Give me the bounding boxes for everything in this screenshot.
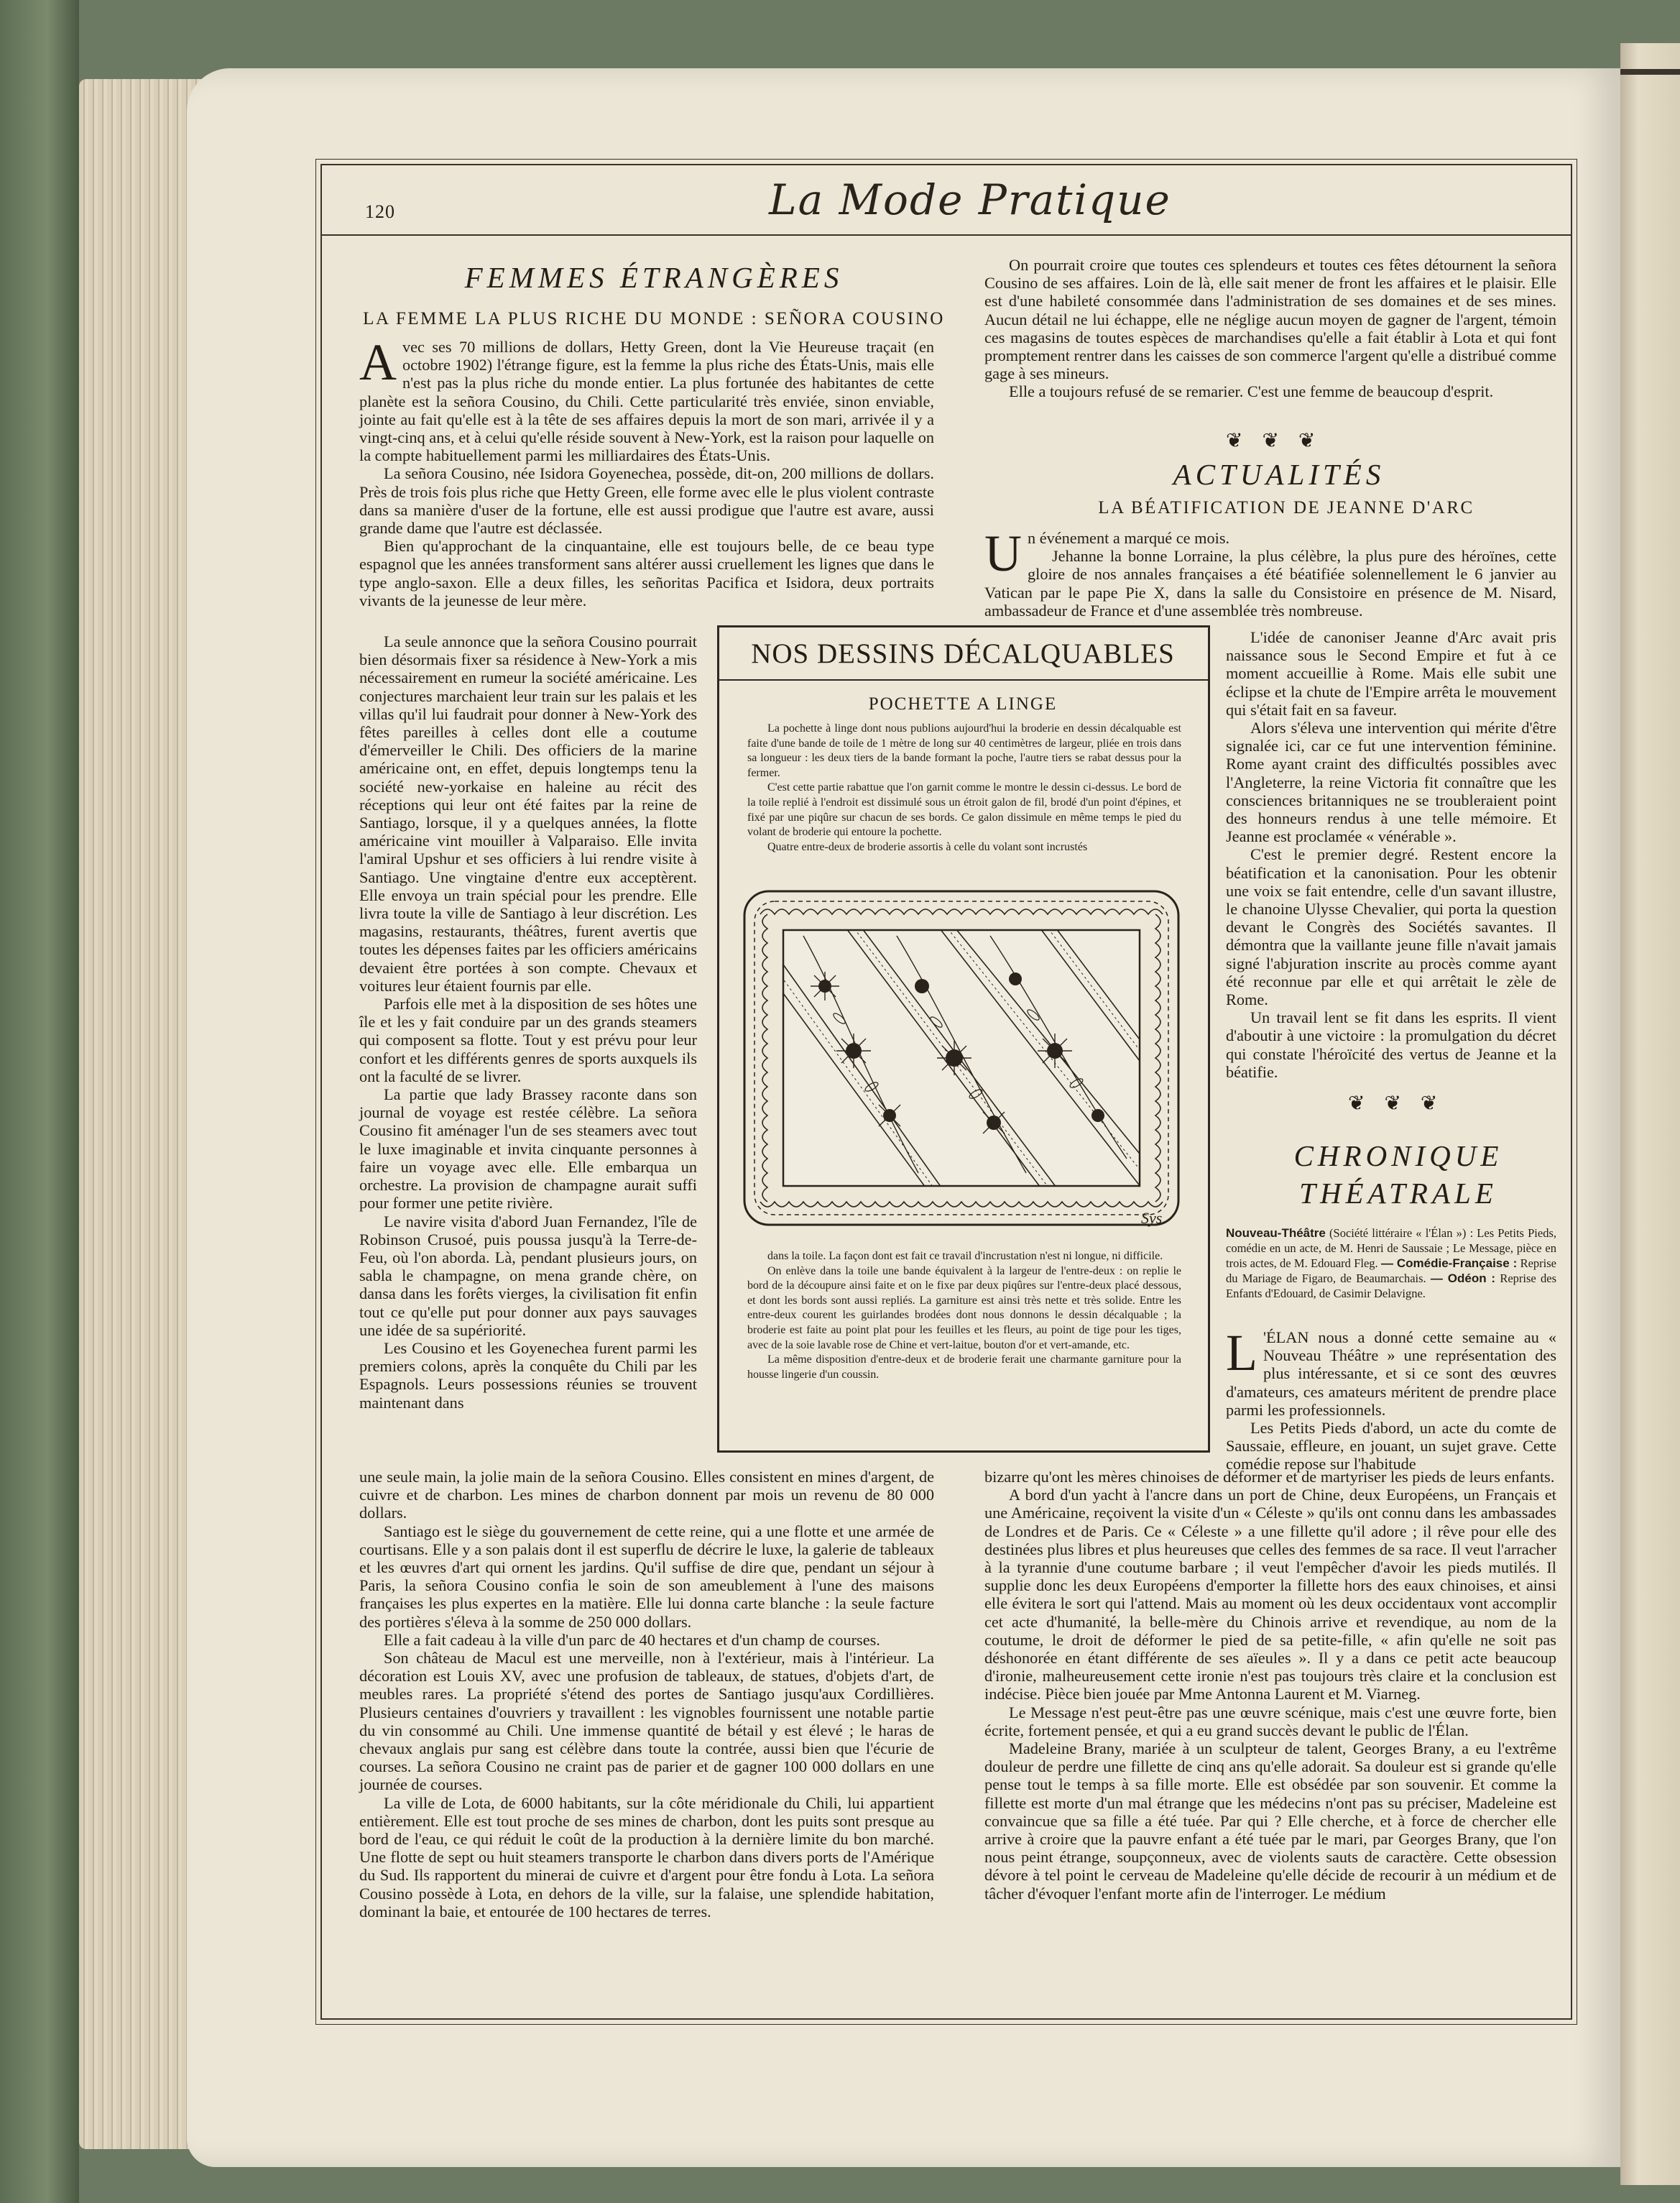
femmes-p1: vec ses 70 millions de dollars, Hetty Green, dont la Vie Heureuse traçait (en octobre 1902) l'étrange figure, est la femme la plus riche des États-Unis, mais elle n'est pas la plus riche du monde entier. La plus fortunée des habitantes de cette planète est la señora Cousino, du Chili. Cette particularité très enviée, sinon enviable, jointe au fait qu'elle est à la tête de ses affaires depuis la mort de son mari, arrivée il y a vingt-cinq ans, et à celui qu'elle réside souvent à New-York, est la raison pour laquelle on la compte habituellement parmi les milliardaires des États-Unis. — [359, 338, 934, 465]
programme-nouveau-theatre: Nouveau-Théâtre — [1226, 1226, 1326, 1240]
facing-page-edge — [1620, 43, 1680, 2185]
femmes-narrow-col — [359, 633, 697, 1412]
femmes-p12: La ville de Lota, de 6000 habitants, sur la côte méridionale du Chili, lui appartient entièrement. Elle est tout proche de ses mines de charbon, dont les puits sont presque au bord de l'eau, ce qui réduit le coût de la production à la dernière limite du bon marché. Une flotte de sept ou huit steamers transporte le charbon dans divers ports de l'Amérique du Sud. Ils rapportent du minerai de cuivre et d'argent pour être fondu à Lota. La señora Cousino possède à Lota, en dehors de la ville, sur la falaise, une splendide habitation, dominant la baie, et entourée de 100 hectares de terres. — [359, 1793, 934, 1921]
femmes-intro — [359, 334, 934, 610]
chronique-dropcap: L — [1226, 1324, 1257, 1381]
chronique-p2a: Les Petits Pieds d'abord, un acte du comte de Saussaie, effleure, en jouant, un sujet grave. Cette comédie repose sur l'habitude — [1226, 1419, 1556, 1473]
chronique-p3: A bord d'un yacht à l'ancre dans un port de Chine, deux Européens, un Français et une Américaine, reçoivent la visite d'un « Céleste » qu'ils ont connu dans les ambassades de Londres et de Paris. Ce « Céleste » a une fillette qu'il adore ; il rêve pour elle des destinées plus libres et plus heureuses que celles des femmes de sa race. Il veut l'arracher à la tyrannie d'une coutume barbare ; il veut l'empêcher d'avoir les pieds mutilés. Il supplie donc les deux Européens d'emporter la fillette hors des eaux chinoises, et ainsi elle évitera le sort qui l'attend. Mais au moment où les deux occidentaux vont accomplir cet acte d'humanité, la belle-mère du Chinois arrive et revendique, au nom de la coutume, le droit de déformer le pied de sa petite-fille, « afin qu'elle ne soit pas déshonorée en étant différente de ses aïeules ». Il y a dans ce petit acte beaucoup d'ironie, malheureusement cette ironie n'est pas toujours très claire et la conclusion est indécise. Pièce bien jouée par Mme Antonna Laurent et M. Viarneg. — [984, 1486, 1556, 1703]
dessins-p4: dans la toile. La façon dont est fait ce travail d'incrustation n'est ni longue, ni difficile. — [767, 1250, 1163, 1262]
dessins-text-bottom — [747, 1249, 1181, 1382]
programme-comedie-francaise-text: Reprise du Mariage de Figaro, de Beaumarchais. — [1226, 1256, 1556, 1285]
illustrator-signature: Sys. — [1141, 1209, 1166, 1227]
cousino-cont-p2: Elle a toujours refusé de se remarier. C'est une femme de beaucoup d'esprit. — [1009, 382, 1494, 401]
dessins-p1: La pochette à linge dont nous publions aujourd'hui la broderie en dessin décalquable est faite d'une bande de toile de 1 mètre de long sur 40 centimètres de largeur, pliée en trois dans sa longueur : les deux tiers de la bande formant la poche, l'autre tiers se rabat dessus pour la fermer. — [747, 722, 1181, 779]
cousino-cont-p1: On pourrait croire que toutes ces splendeurs et toutes ces fêtes détournent la señora Cousino de ses affaires. Loin de là, elle sait mener de front les affaires et le plaisir. Elle est d'une habileté consommée dans l'administration de ses domaines et de ses mines. Aucun détail ne lui échappe, elle ne néglige aucun moyen de gagner de l'argent, témoin ces magasins de toutes espèces de marchandises qu'elle a fait établir à Lota et qui font promptement rentrer dans les caisses de son commerce l'argent qu'elle a distribué comme gage à ses mineurs. — [984, 256, 1556, 383]
programme-nouveau-theatre-text: (Société littéraire « l'Élan ») : Les Petits Pieds, comédie en un acte, de M. Henri de Saussaie ; Le Message, pièce en trois actes, de M. Edouard Fleg. — [1226, 1226, 1557, 1270]
dessins-p3: Quatre entre-deux de broderie assortis à celle du volant sont incrustés — [767, 840, 1088, 853]
actualites-p2: Jehanne la bonne Lorraine, la plus célèbre, la plus pure des héroïnes, cette gloire de nos annales françaises a été béatifiée solennellement le 6 janvier au Vatican par le pape Pie X, dans la salle du Consistoire en présence de M. Nisard, ambassadeur de France et d'une assemblée très nombreuse. — [984, 547, 1556, 620]
chronique-p5: Madeleine Brany, mariée à un sculpteur de talent, Georges Brany, a eu l'extrême douleur de perdre une fillette de cinq ans qu'elle adorait. Sa douleur est si grande qu'elle pense tout le temps à sa fille morte. Elle est obsédée par son souvenir. Et comme la fillette est morte d'un mal étrange que les médecins n'ont pas su préciser, Madeleine est convaincue que sa fille a été tuée. Par qui ? Elle cherche, et à force de chercher elle arrive à croire que la pauvre enfant a été tuée par le mari, par Georges Brany, que l'on nous peint étrange, soupçonneux, avec de violents sauts de caractère. Cette obsession dévore à tel point le cerveau de Madeleine qu'elle décide de recourir à un médium et de tâcher d'évoquer l'enfant morte afin de l'interroger. Le médium — [984, 1739, 1556, 1903]
actualites-col — [1226, 628, 1556, 1081]
dessins-subtitle: POCHETTE A LINGE — [868, 694, 1058, 714]
header-rule — [320, 234, 1572, 236]
chronique-programme — [1226, 1225, 1556, 1301]
femmes-dropcap: A — [359, 334, 397, 391]
dessins-p6: La même disposition d'entre-deux et de broderie ferait une charmante garniture pour la housse lingerie d'un coussin. — [747, 1353, 1181, 1381]
chronique-col — [1226, 1324, 1556, 1473]
actualites-p6: Un travail lent se fit dans les esprits. Il vient d'aboutir à une victoire : la promulgation du décret qui constate l'héroïcité des vertus de Jeanne et la béatifie. — [1226, 1008, 1556, 1081]
actualites-p5: C'est le premier degré. Restent encore la béatification et la canonisation. Pour les obtenir une voix se fait entendre, celle d'un savant illustre, le chanoine Ulysse Chevalier, qui porta la question devant le Congrès des Sociétés savantes. Il démontra que la vaillante jeune fille n'avait jamais signé l'abjuration inscrite au procès comme ayant été reconnue par elle et qui arrêtait le zèle de Rome. — [1226, 845, 1556, 1009]
ornament-1: ❦ ❦ ❦ — [1226, 430, 1323, 452]
actualites-dropcap: U — [984, 525, 1022, 582]
femmes-p8a: Les Cousino et les Goyenechea furent parmi les premiers colons, après la conquête du Chili par les Espagnols. Leurs possessions réunies se trouvent maintenant dans — [359, 1338, 697, 1412]
dessins-p5: On enlève dans la toile une bande équivalent à la largeur de l'entre-deux : on replie le bord de la découpure ainsi faite et on le fixe par deux piqûres sur l'entre-deux placé dessous, et dont les bords sont aussi repliés. La garniture est ainsi très nette et très solide. Entre les entre-deux courent les guirlandes brodées dont nous donnons le dessin décalquable ; la broderie est faite au point plat pour les feuilles et les fleurs, au point de tige pour les tiges, avec de la soie lavable rose de Chine et vert-laitue, bouton d'or et vert-amande, etc. — [747, 1264, 1181, 1351]
femmes-p11: Son château de Macul est une merveille, non à l'extérieur, mais à l'intérieur. La décoration est Louis XV, avec une profusion de tableaux, de statues, d'objets d'art, de meubles rares. La propriété s'étend des portes de Santiago jusqu'aux Cordillières. Plusieurs centaines d'ouvriers y travaillent : les vignobles fournissent une notable partie du vin consommé au Chili. Une immense quantité de bétail y est élevé ; le haras de chevaux anglais pur sang est célèbre dans toute la contrée, aussi bien que l'écurie de courses. La señora Cousino ne craint pas de parier et de gagner 100 000 dollars en une journée de courses. — [359, 1649, 934, 1794]
chronique-p2b: bizarre qu'ont les mères chinoises de déformer et de martyriser les pieds de leurs enfants. — [984, 1468, 1555, 1486]
actualites-p1: n événement a marqué ce mois. — [1028, 529, 1230, 547]
chronique-title-1: CHRONIQUE — [1293, 1139, 1503, 1172]
femmes-p3: Bien qu'approchant de la cinquantaine, elle est toujours belle, de ce beau type espagnol que les années transforment sans altérer aussi cruellement les lignes que dans le type anglo-saxon. Elle a deux filles, les señoritas Pacifica et Isidora, deux portraits vivants de la jeunesse de leur mère. — [359, 537, 934, 610]
programme-comedie-francaise: — Comédie-Française : — [1380, 1256, 1518, 1270]
dessins-text-top — [747, 722, 1181, 855]
cousino-continued — [984, 256, 1556, 401]
chronique-p1: 'ÉLAN nous a donné cette semaine au « Nouveau Théâtre » une représentation des plus intéressante, et si ce sont des œuvres d'amateurs, ces amateurs méritent de prendre place parmi les professionnels. — [1226, 1328, 1556, 1419]
chronique-lower-col — [984, 1468, 1556, 1903]
actualites-title: ACTUALITÉS — [1173, 458, 1385, 491]
femmes-p8b: une seule main, la jolie main de la señora Cousino. Elles consistent en mines d'argent, de cuivre et de charbon. Les mines de charbon donnent par mois un revenu de 80 000 dollars. — [359, 1468, 934, 1522]
actualites-intro — [984, 525, 1556, 620]
actualites-p4: Alors s'éleva une intervention qui mérite d'être signalée ici, car ce fut une intervention féminine. Rome ayant craint des difficultés possibles avec l'Angleterre, la reine Victoria fit connaître que les consciences britanniques ne se troubleraient point des honneurs rendus à une telle mémoire. Et Jeanne est proclamée « vénérable ». — [1226, 719, 1556, 846]
femmes-p9: Santiago est le siège du gouvernement de cette reine, qui a une flotte et une armée de courtisans. Elle y a son palais dont il est superflu de décrire le luxe, la galerie de tableaux et les œuvres d'art qui ornent les jardins. Qu'il suffise de dire que, pendant un séjour à Paris, la señora Cousino confia le soin de son ameublement à l'une des maisons françaises les plus expertes en la matière. Elle lui donna carte blanche : la seule facture des portières s'éleva à la somme de 250 000 dollars. — [359, 1522, 934, 1631]
masthead-title: La Mode Pratique — [769, 175, 1171, 224]
femmes-p10: Elle a fait cadeau à la ville d'un parc de 40 hectares et d'un champ de courses. — [384, 1630, 880, 1649]
dessins-title-rule — [717, 679, 1208, 681]
dessins-title: NOS DESSINS DÉCALQUABLES — [751, 638, 1175, 669]
femmes-subtitle: LA FEMME LA PLUS RICHE DU MONDE : SEÑORA COUSINO — [363, 309, 945, 328]
chronique-p4: Le Message n'est peut-être pas une œuvre scénique, mais c'est une œuvre forte, bien écrite, fortement pensée, et qui a eu grand succès devant le public de l'Élan. — [984, 1703, 1556, 1739]
programme-odeon: — Odéon : — [1430, 1271, 1496, 1285]
femmes-p6: La partie que lady Brassey raconte dans son journal de voyage est restée célèbre. La señora Cousino fit aménager l'un de ses steamers avec tout le luxe imaginable et invita cinquante personnes à faire un voyage avec elle. Elle embarqua un orchestre. La provision de champagne aurait suffi pour former une petite rivière. — [359, 1085, 697, 1213]
femmes-title: FEMMES ÉTRANGÈRES — [464, 261, 844, 294]
femmes-lower-col — [359, 1468, 934, 1921]
femmes-p5: Parfois elle met à la disposition de ses hôtes une île et les y fait conduire par un des grands steamers qui composent sa flotte. Tout y est prévu pour leur confort et les différents genres de sports auxquels ils ont la faculté de se livrer. — [359, 995, 697, 1085]
femmes-p4: La seule annonce que la señora Cousino pourrait bien désormais fixer sa résidence à New-York a mis nécessairement en rumeur la société américaine. Les conjectures marchaient leur train sur les palais et les villas qu'il lui faudrait pour donner à New-York des fêtes pareilles à celles dont elle a coutume d'émerveiller le Chili. Des officiers de la marine américaine ont, en effet, depuis longtemps tenu la société new-yorkaise en haleine au récit des réceptions qui leur ont été faites par la reine de Santiago, lorsque, il y a quelques années, la flotte américaine vint mouiller à Valparaiso. Elle invita l'amiral Upshur et ses officiers à lui rendre visite à Santiago. Une vingtaine d'entre eux acceptèrent. Elle envoya un train spécial pour les prendre. Elle livra toute la ville de Santiago à leur discrétion. Les magasins, restaurants, théâtres, furent avertis que toutes les dépenses faites par les officiers américains devaient être portées à son compte. Chevaux et voitures leur étaient fournis par elle. — [359, 633, 697, 995]
book-cover-edge — [0, 0, 79, 2203]
pochette-embroidery-illustration — [739, 886, 1184, 1231]
actualites-subtitle: LA BÉATIFICATION DE JEANNE D'ARC — [1098, 498, 1474, 518]
ornament-2: ❦ ❦ ❦ — [1348, 1093, 1445, 1115]
femmes-p7: Le navire visita d'abord Juan Fernandez, l'île de Robinson Crusoé, puis poussa jusqu'à la Terre-de-Feu, où l'on aborda. Là, pendant plusieurs jours, on sabla le champagne, on mena grande chère, on dansa dans les forêts vierges, la civilisation fit enfin tout ce qu'elle put pour donner aux pays sauvages une idée de sa supériorité. — [359, 1212, 697, 1339]
femmes-p2: La señora Cousino, née Isidora Goyenechea, possède, dit-on, 200 millions de dollars. Près de trois fois plus riche que Hetty Green, elle forme avec elle le plus violent contraste dans sa manière d'user de la fortune, elle est aussi prodigue que l'autre est avare, aussi grande dame que l'autre est déclassée. — [359, 464, 934, 538]
chronique-title-2: THÉATRALE — [1299, 1177, 1497, 1210]
actualites-p3: L'idée de canoniser Jeanne d'Arc avait pris naissance sous le Second Empire et fut à ce moment accueillie à Rome. Mais elle subit une éclipse et la chute de l'Empire arrêta le mouvement qui s'était fait en sa faveur. — [1226, 628, 1556, 719]
page-number: 120 — [365, 201, 395, 222]
dessins-p2: C'est cette partie rabattue que l'on garnit comme le montre le dessin ci-dessus. Le bord de la toile replié à l'endroit est dissimulé sous un étroit galon de fil, brodé d'un point d'épines, et fixé par une piqûre sur chacun de ses bords. Ce galon dissimule en même temps le pied du volant de broderie qui entoure la pochette. — [747, 781, 1181, 839]
programme-odeon-text: Reprise des Enfants d'Edouard, de Casimir Delavigne. — [1226, 1271, 1556, 1300]
